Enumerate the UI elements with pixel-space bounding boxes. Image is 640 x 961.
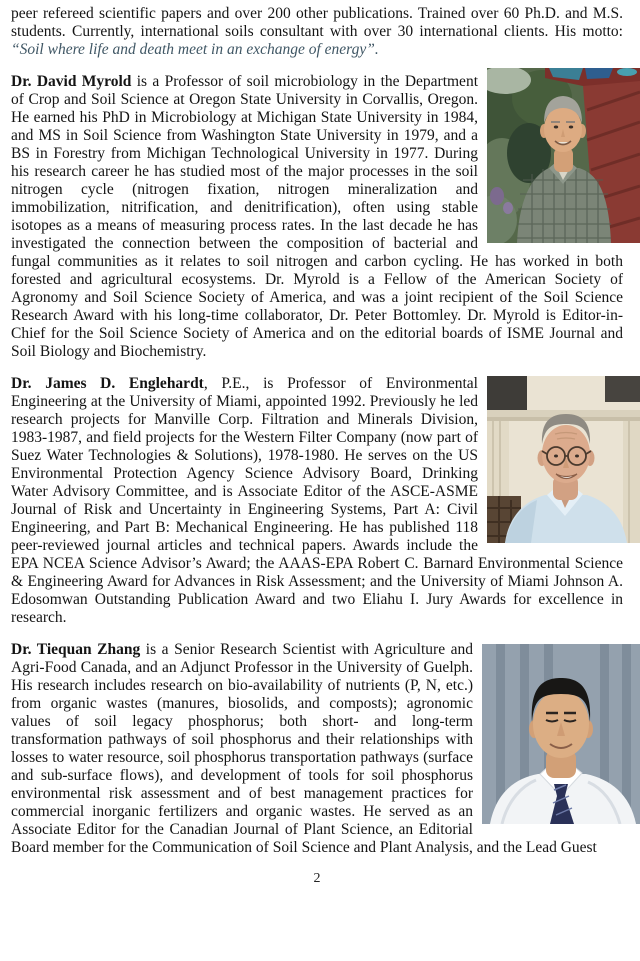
- englehardt-portrait-illustration: [487, 376, 640, 543]
- page-number: 2: [313, 871, 321, 886]
- myrold-portrait-photo: [487, 68, 640, 243]
- bio-name-englehardt: Dr. James D. Englehardt: [11, 375, 204, 392]
- myrold-portrait-illustration: [487, 68, 640, 243]
- motto-text: “Soil where life and death meet in an exchange of energy”.: [11, 41, 379, 58]
- bio-paragraph-myrold: [11, 73, 623, 361]
- bio-name-zhang: Dr. Tiequan Zhang: [11, 641, 141, 658]
- intro-text: peer refereed scientific papers and over 200 other publications. Trained over 60 Ph.D. and M.S. students. Currently, international soils consultant with over 30 international clients. His motto:: [11, 5, 623, 40]
- bio-paragraph-zhang: [11, 641, 623, 857]
- bio-text-zhang: is a Senior Research Scientist with Agriculture and Agri-Food Canada, and an Adjunct Professor in the University of Guelph. His research includes research on bio-availability of nutrients (P, N, etc.) from organic wastes (manures, biosolids, and composts); agronomic values of soil legacy phosphorus; both short- and long-term transformation pathways of soil phosphorus and their relationships with losses to water resource, soil phosphorus transportation pathways (surface and sub-surface flows), and development of tools for soil phosphorus environmental risk assessment and of best management practices for commercial inorganic fertilizers and organic wastes. He served as an Associate Editor for the Canadian Journal of Plant Science, an Editorial Board member for the Communication of Soil Science and Plant Analysis, and the Lead Guest: [11, 641, 597, 856]
- englehardt-portrait-photo: [487, 376, 640, 543]
- zhang-portrait-illustration: [482, 644, 640, 824]
- bio-paragraph-englehardt: [11, 375, 623, 627]
- intro-paragraph: [11, 5, 623, 59]
- bio-text-englehardt: , P.E., is Professor of Environmental Engineering at the University of Miami, appointed 1992. Previously he led research projects for Manville Corp. Filtration and Minerals Division, 1983-1987, and field projects for the Western Filter Company (now part of Suez Water Technologies & Solutions), 1978-1980. He serves on the US Environmental Protection Agency Science Advisory Board, Drinking Water Advisory Committee, and is Associate Editor of the ASCE-ASME Journal of Risk and Uncertainty in Engineering Systems, Part A: Civil Engineering, and Part B: Mechanical Engineering. He has published 118 peer-reviewed journal articles and technical papers. Awards include the EPA NCEA Science Advisor’s Award; the AAAS-EPA Robert C. Barnard Environmental Science & Engineering Award for Advances in Risk Assessment; and the University of Miami Johnson A. Edosomwan Outstanding Publication Award and two Eliahu I. Jury Awards for excellence in research.: [11, 375, 623, 626]
- bio-text-myrold: is a Professor of soil microbiology in the Department of Crop and Soil Science at Oregon State University in Corvallis, Oregon. He earned his PhD in Microbiology at Michigan State University in 1984, and MS in Soil Science from Washington State University in 1979, and a BS in Forestry from Michigan Technological University in 1977. During his research career he has studied most of the major processes in the soil nitrogen cycle (nitrogen fixation, nitrogen mineralization and immobilization, nitrification, and denitrification), often using stable isotopes as a means of measuring process rates. In the last decade he has investigated the connection between the composition of bacterial and fungal communities as it relates to soil nitrogen and carbon cycling. He has worked in both forested and agricultural ecosystems. Dr. Myrold is a Fellow of the American Society of Agronomy and Soil Science Society of America, and was a joint recipient of the Soil Science Research Award with his long-time collaborator, Dr. Peter Bottomley. Dr. Myrold is Editor-in-Chief for the Soil Science Society of America and on the editorial boards of ISME Journal and Soil Biology and Biochemistry.: [11, 73, 623, 360]
- zhang-portrait-photo: [482, 644, 640, 824]
- bio-name-myrold: Dr. David Myrold: [11, 73, 132, 90]
